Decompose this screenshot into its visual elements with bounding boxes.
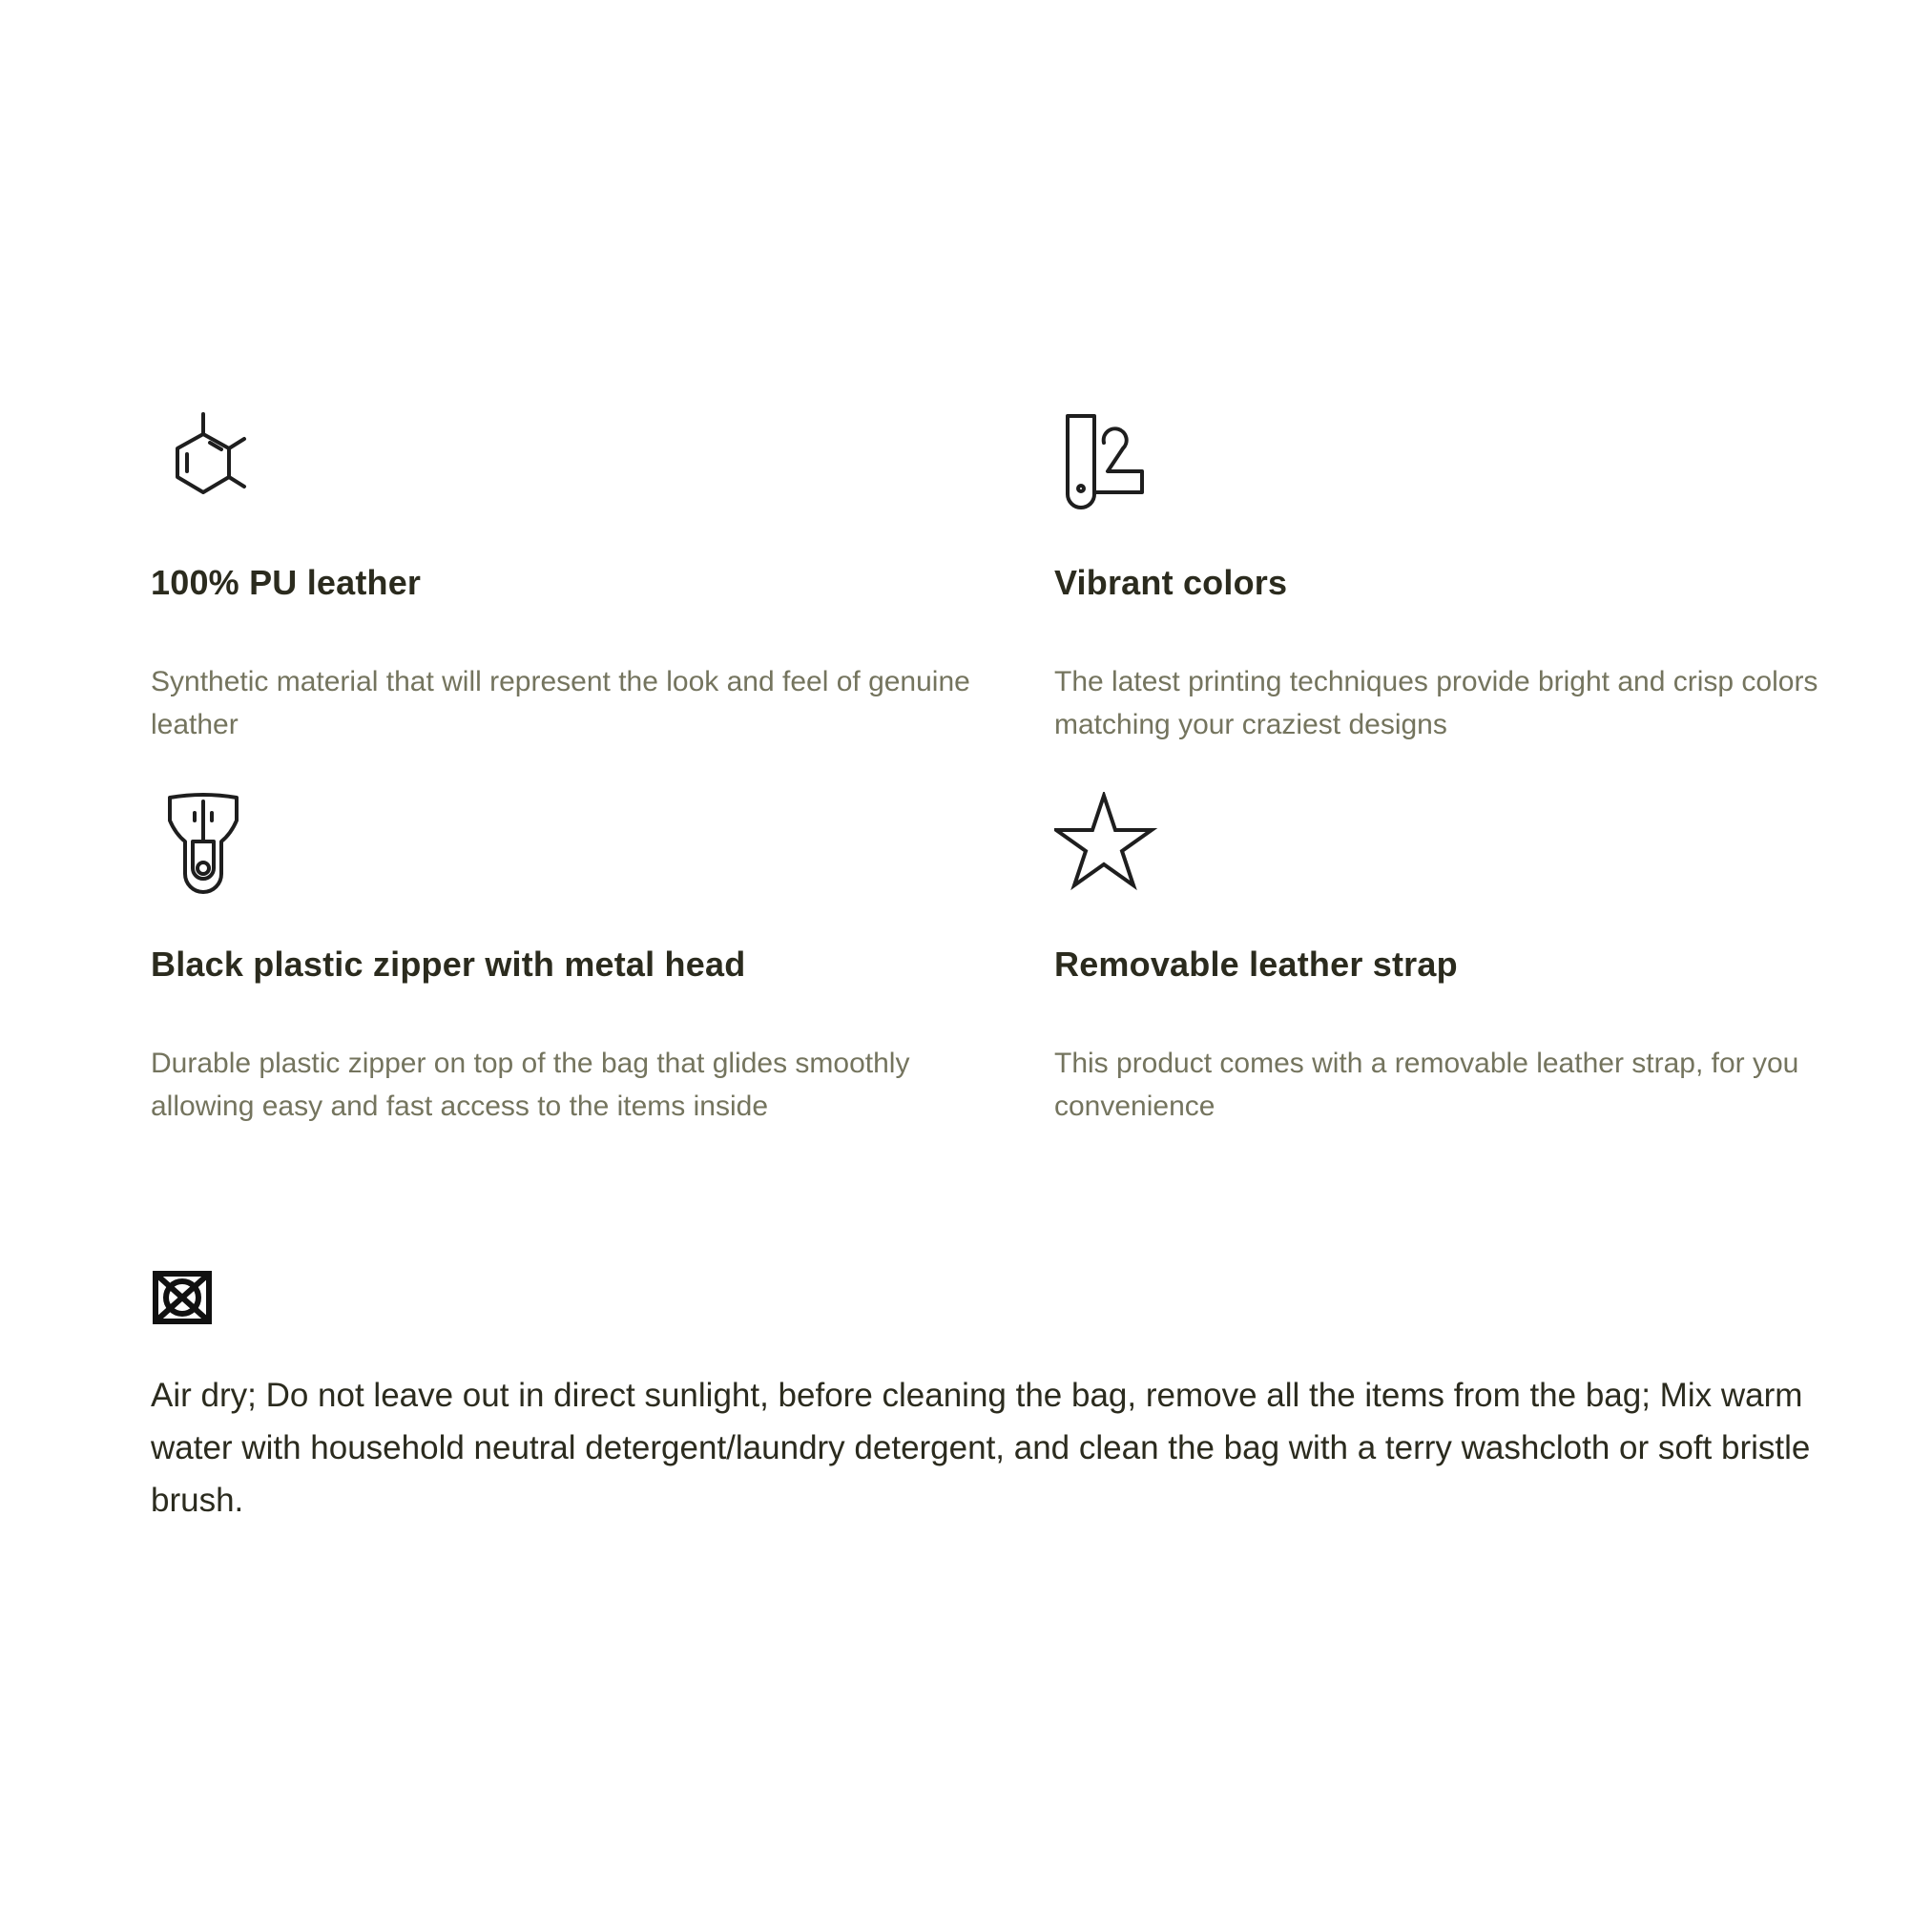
zipper-icon — [151, 792, 256, 897]
star-icon — [1054, 792, 1159, 897]
feature-description: Synthetic material that will represent the look and feel of genuine leather — [151, 666, 970, 740]
feature-title: Black plastic zipper with metal head — [151, 945, 746, 984]
do-not-tumble-dry-icon — [151, 1269, 214, 1326]
feature-title: Vibrant colors — [1054, 563, 1288, 602]
color-swatch-icon — [1054, 410, 1159, 515]
feature-title: 100% PU leather — [151, 563, 422, 602]
feature-description: The latest printing techniques provide bright and crisp colors matching your craziest designs — [1054, 666, 1818, 740]
care-text: Air dry; Do not leave out in direct sunlight, before cleaning the bag, remove all the items from the bag; Mix warm water with household neutral detergent/laundry detergent, and clean the bag with a terry washcloth or soft bristle brush. — [151, 1377, 1811, 1519]
feature-title: Removable leather strap — [1054, 945, 1458, 984]
feature-description: Durable plastic zipper on top of the bag that glides smoothly allowing easy and fast access to the items inside — [151, 1048, 910, 1122]
feature-description: This product comes with a removable leather strap, for you convenience — [1054, 1048, 1799, 1122]
molecule-icon — [151, 410, 256, 515]
